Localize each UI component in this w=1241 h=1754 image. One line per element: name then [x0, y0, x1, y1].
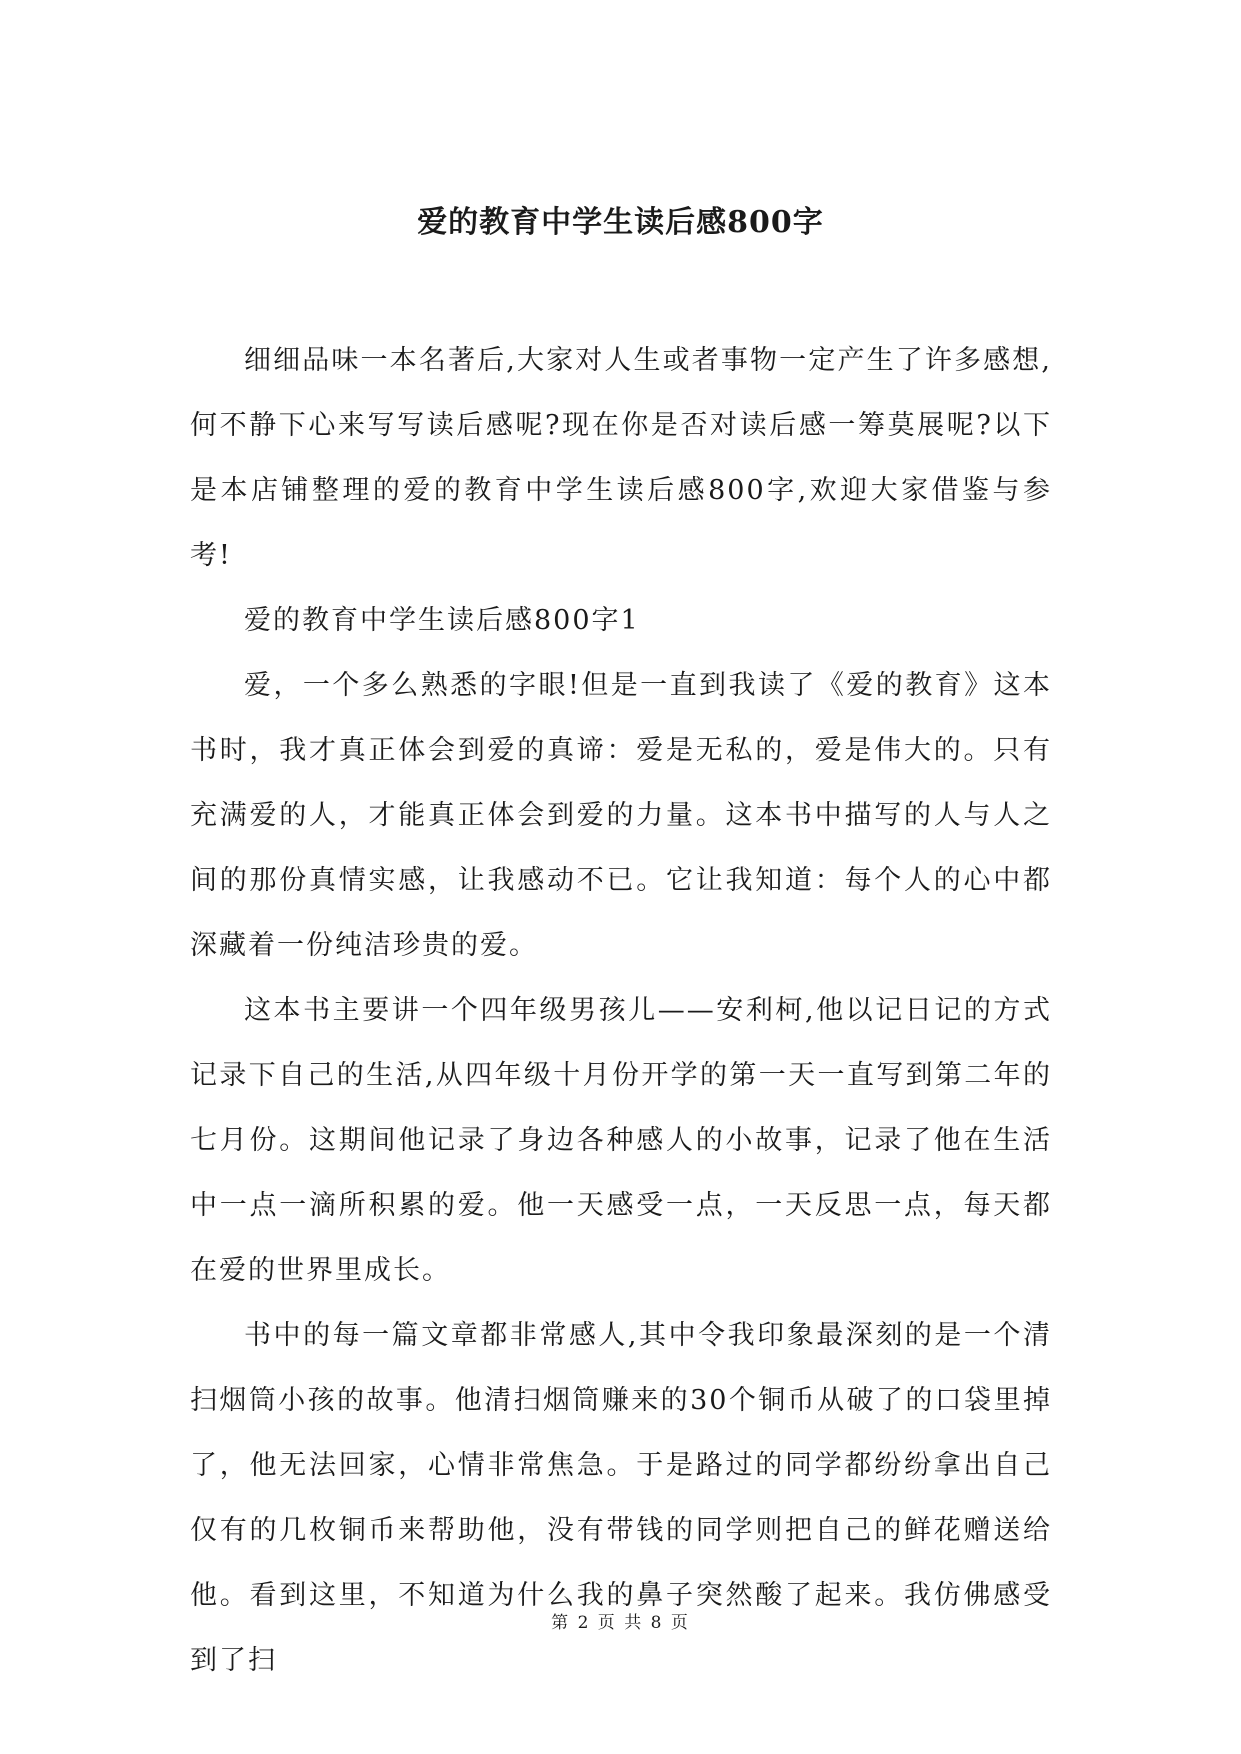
page-footer: 第 2 页 共 8 页 [551, 1613, 690, 1633]
paragraph: 爱，一个多么熟悉的字眼!但是一直到我读了《爱的教育》这本书时，我才真正体会到爱的真谛：爱是无私的，爱是伟大的。只有充满爱的人，才能真正体会到爱的力量。这本书中描写的人与人之间的那份真情实感，让我感动不已。它让我知道：每个人的心中都深藏着一份纯洁珍贵的爱。 [190, 670, 1052, 961]
section-heading: 爱的教育中学生读后感800字1 [244, 605, 640, 636]
paragraph: 这本书主要讲一个四年级男孩儿——安利柯,他以记日记的方式记录下自己的生活,从四年级十月份开学的第一天一直写到第二年的七月份。这期间他记录了身边各种感人的小故事，记录了他在生活中一点一滴所积累的爱。他一天感受一点，一天反思一点，每天都在爱的世界里成长。 [190, 995, 1052, 1286]
document-title: 爱的教育中学生读后感800字 [417, 205, 824, 240]
paragraph: 书中的每一篇文章都非常感人,其中令我印象最深刻的是一个清扫烟筒小孩的故事。他清扫烟筒赚来的30个铜币从破了的口袋里掉了，他无法回家，心情非常焦急。于是路过的同学都纷纷拿出自己仅有的几枚铜币来帮助他，没有带钱的同学则把自己的鲜花赠送给他。看到这里，不知道为什么我的鼻子突然酸了起来。我仿佛感受到了扫 [190, 1320, 1052, 1676]
paragraph-intro: 细细品味一本名著后,大家对人生或者事物一定产生了许多感想,何不静下心来写写读后感呢?现在你是否对读后感一筹莫展呢?以下是本店铺整理的爱的教育中学生读后感800字,欢迎大家借鉴与参考! [190, 345, 1052, 571]
document-body [190, 328, 1052, 1693]
